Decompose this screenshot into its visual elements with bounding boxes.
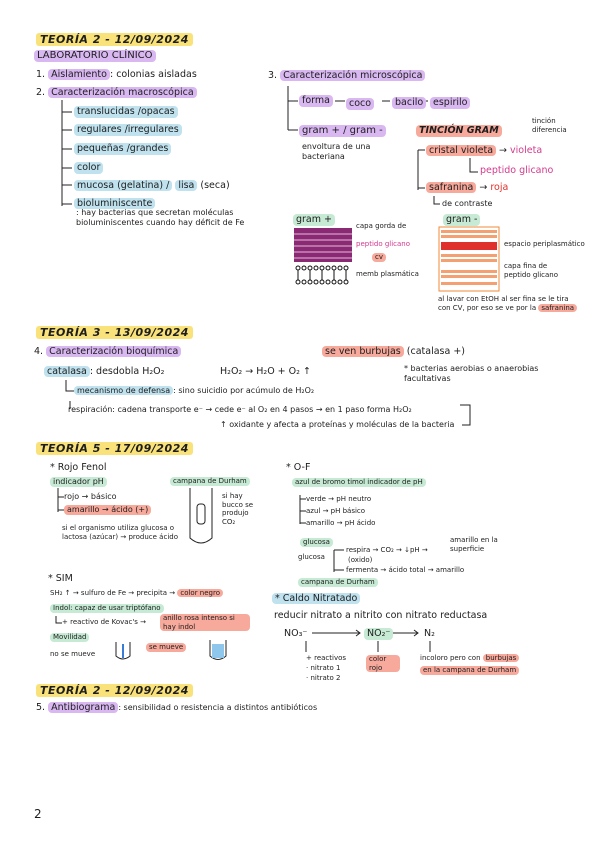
incoloro-text: incoloro pero con	[420, 654, 481, 662]
oxido-label: (oxido)	[348, 556, 373, 564]
tube-no-mueve	[112, 640, 134, 662]
incoloro-row	[420, 654, 519, 663]
item-4-bioquimica	[34, 346, 181, 358]
caldo-label: * Caldo Nitratado	[272, 593, 360, 604]
reactivos-label: + reactivos	[306, 654, 347, 662]
glucosa-label: glucosa	[298, 553, 325, 561]
no-mueve-label: no se mueve	[50, 650, 96, 658]
campana3-label: en la campana de Durham	[420, 666, 519, 675]
campana2-label: campana de Durham	[298, 578, 378, 587]
seca-label: (seca)	[200, 180, 230, 191]
item-number: 1.	[36, 69, 46, 80]
rojo-basico: rojo → básico	[64, 492, 117, 501]
of-list-0: verde → pH neutro	[306, 495, 372, 503]
color-negro-label: color negro	[177, 589, 223, 597]
indol-text: Indol: capaz de usar triptófano	[50, 604, 164, 613]
tincion-gram-label: TINCIÓN GRAM	[416, 125, 502, 137]
catalasa-row	[44, 366, 164, 378]
reducir-text: reducir nitrato a nitrito con nitrato reductasa	[274, 610, 488, 621]
organismo-text: si el organismo utiliza glucosa o lactosa (azúcar) → produce ácido	[62, 524, 178, 541]
gram-neg-label: gram -	[443, 214, 480, 226]
aislamiento-label: Aislamiento	[48, 69, 110, 80]
sh2-row	[50, 589, 223, 598]
durham-tube-diagram	[184, 486, 218, 548]
gram-pos-wall-diagram	[292, 226, 354, 288]
mucosa-row	[74, 180, 230, 192]
item-number: 5.	[36, 702, 46, 713]
sim-heading: * SIM	[48, 573, 73, 584]
bioquimica-label: Caracterización bioquímica	[46, 346, 181, 357]
espirilo-label: espirilo	[430, 97, 470, 109]
bacterias-note: * bacterias aerobias o anaerobias facultativas	[404, 364, 539, 383]
amarillo-acido: amarillo → ácido (+)	[64, 505, 151, 515]
macro-item-0: translucidas /opacas	[74, 106, 178, 118]
antibiograma-label: Antibiograma	[48, 702, 118, 713]
burbujas-note: (catalasa +)	[406, 346, 465, 357]
lavar-sentence: al lavar con EtOH al ser fina se le tira con CV, por eso se ve por la	[438, 295, 569, 312]
item-number: 3.	[268, 70, 278, 81]
capa-gorda-text: capa gorda de	[356, 222, 407, 230]
macro-item-2: pequeñas /grandes	[74, 143, 171, 155]
respiracion-text: respiración: cadena transporte e⁻ → cede e⁻ al O₂ en 4 pasos → en 1 paso forma H₂O₂	[68, 405, 412, 414]
caldo-heading	[272, 593, 360, 605]
mecanismo-text: : sino suicidio por acúmulo de H₂O₂	[173, 386, 315, 395]
mecanismo-row	[74, 386, 314, 396]
gram-neg-wall-diagram	[438, 226, 500, 292]
page-number: 2	[34, 807, 42, 821]
indicador-label: indicador pH	[50, 477, 107, 487]
bioluminiscente-label: bioluminiscente	[74, 198, 155, 209]
section-title-teoria-5: TEORÍA 5 - 17/09/2024	[36, 442, 193, 455]
rojo-fenol-heading: * Rojo Fenol	[50, 462, 107, 473]
safranina-label: safranina	[426, 182, 476, 193]
violeta-label: violeta	[510, 145, 543, 156]
peptido2-text: peptido glicano	[356, 240, 411, 248]
section-title-teoria-3: TEORÍA 3 - 13/09/2024	[36, 326, 193, 339]
catalasa-text: : desdobla H₂O₂	[89, 366, 165, 377]
section-title-teoria-2: TEORÍA 2 - 12/09/2024	[36, 33, 193, 46]
color-rojo-label: color rojo	[366, 655, 400, 672]
roja-label: roja	[490, 182, 509, 193]
item-5-antibiograma	[36, 702, 317, 714]
respira-label: respira	[346, 546, 371, 554]
no2-label: NO₂⁻	[364, 628, 393, 640]
nitrato1-label: · nitrato 1	[306, 664, 341, 672]
tincion-note: tinción diferencia	[532, 117, 567, 134]
item-1-aislamiento	[36, 69, 197, 81]
lavar-text	[438, 295, 578, 312]
catalasa-label: catalasa	[44, 366, 90, 377]
burbujas-row	[322, 346, 465, 358]
lab-clinico-heading: LABORATORIO CLÍNICO	[34, 50, 156, 62]
kovacs-text: + reactivo de Kovac's →	[62, 618, 147, 626]
sh2-text: SH₂ ↑ → sulfuro de Fe → precipita →	[50, 589, 176, 597]
cv-label: cv	[372, 253, 386, 262]
lisa-label: lisa	[175, 180, 197, 191]
fermenta-text: fermenta → ácido total → amarillo	[346, 566, 465, 574]
cristal-label: cristal violeta	[426, 145, 496, 156]
catalasa-equation: H₂O₂ → H₂O + O₂ ↑	[220, 366, 311, 377]
macroscopica-label: Caracterización macroscópica	[48, 87, 197, 98]
amarillo-superficie: amarillo en la superficie	[450, 536, 498, 553]
respira-row	[346, 546, 428, 555]
nitrato2-label: · nitrato 2	[306, 674, 341, 682]
safranina-row: safranina → roja	[426, 182, 508, 194]
section-title-teoria-2-b: TEORÍA 2 - 12/09/2024	[36, 684, 193, 697]
of-list-2: amarillo → pH ácido	[306, 519, 376, 527]
macro-item-1: regulares /irregulares	[74, 124, 182, 136]
peptido-label: peptido glicano	[480, 165, 554, 176]
anillo-text: anillo rosa intenso si hay indol	[160, 614, 250, 631]
mecanismo-label: mecanismo de defensa	[74, 386, 173, 395]
n2-label: N₂	[424, 628, 435, 639]
bacilo-label: bacilo	[392, 97, 426, 109]
se-mueve-label: se mueve	[146, 643, 186, 652]
gram-label: gram + / gram -	[299, 125, 386, 137]
antibiograma-text: : sensibilidad o resistencia a distintos antibióticos	[118, 703, 318, 712]
cristal-row: cristal violeta → violeta	[426, 145, 542, 157]
oxidante-text: ↑ oxidante y afecta a proteínas y moléculas de la bacteria	[220, 420, 455, 429]
contraste-text: de contraste	[442, 199, 493, 208]
coco-label: coco	[346, 98, 374, 110]
campana-label: campana de Durham	[170, 477, 250, 486]
gram-pos-label: gram +	[293, 214, 335, 226]
membrana-text: memb plasmática	[356, 270, 419, 278]
aislamiento-text: : colonias aisladas	[109, 69, 197, 80]
envoltura-text: envoltura de una bacteriana	[302, 142, 371, 161]
no3-label: NO₃⁻	[284, 628, 308, 639]
of-list-1: azul → pH básico	[306, 507, 366, 515]
macro-item-3: color	[74, 162, 103, 174]
espacio-text: espacio periplasmático	[504, 240, 585, 248]
item-number: 2.	[36, 87, 46, 98]
azul-bromo-label: azul de bromo timol indicador de pH	[292, 478, 426, 487]
burbujas2-label: burbujas	[483, 654, 520, 662]
respira-arrow: → CO₂ → ↓pH →	[372, 546, 428, 554]
tube-se-mueve	[206, 638, 230, 664]
burbujas-label: se ven burbujas	[322, 346, 404, 357]
mucosa-label: mucosa (gelatina) /	[74, 180, 172, 191]
item-3-microscopica	[268, 70, 425, 82]
forma-label: forma	[299, 95, 333, 107]
item-number: 4.	[34, 346, 44, 357]
movilidad-label: Movilidad	[50, 633, 89, 642]
lavar-safranina: safranina	[538, 304, 577, 312]
item-2-macroscopica	[36, 87, 197, 99]
biolum-text: : hay bacterias que secretan moléculas bioluminiscentes cuando hay déficit de Fe	[76, 208, 245, 227]
of-heading: * O-F	[286, 462, 311, 473]
microscopica-label: Caracterización microscópica	[280, 70, 425, 81]
si-hay-text: si hay bucco se produjo CO₂	[222, 492, 254, 526]
glucosa-tag: glucosa	[300, 538, 333, 547]
capa-fina-text: capa fina de peptido glicano	[504, 262, 559, 279]
